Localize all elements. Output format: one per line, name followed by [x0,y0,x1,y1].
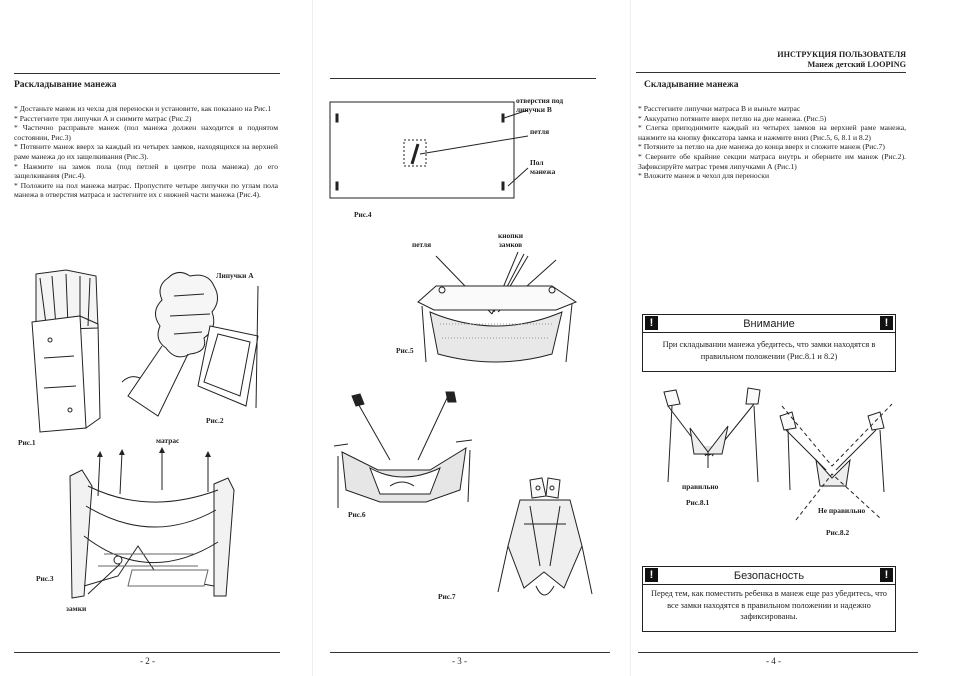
product-name: Манеж детский LOOPING [807,60,906,69]
page-3 [310,0,630,676]
top-rule [330,78,596,79]
fig5-loop-label: петля [412,240,432,249]
list-item: * Сверните обе крайние секции матраса внутрь и оберните им манеж (Рис.2). Зафиксируйте матрас тремя липучками А (Рис.1) [638,151,906,171]
figure-5-label: Рис.5 [396,346,414,355]
figure-4-label: Рис.4 [354,210,372,219]
figure-6-illustration [330,390,480,510]
section-heading: Складывание манежа [644,80,739,90]
list-item: * Вложите манеж в чехол для переноски [638,171,770,181]
holes-velcro-b-label: отверстия под липучки В [516,96,564,114]
safety-box [642,566,896,632]
page-number: - 2 - [140,656,155,666]
safety-title: Безопасность [733,569,805,582]
bottom-rule [330,652,610,653]
list-item: * Расстегните три липучки А и снимите матрас (Рис.2) [14,113,192,123]
correct-label: правильно [682,482,719,491]
loop-label: петля [530,127,550,136]
section-heading: Раскладывание манежа [14,80,117,90]
exclamation-icon: ! [645,568,658,582]
incorrect-label: Не правильно [818,506,866,515]
page-4 [630,0,960,676]
figure-8-2-label: Рис.8.2 [826,528,850,537]
figure-4-illustration [328,96,528,206]
list-item: * Аккуратно потяните вверх петлю на дне манежа. (Рис.5) [638,113,827,123]
list-item: * Расстегните липучки матраса В и выньте матрас [638,104,801,113]
figure-5-illustration [406,250,586,374]
figure-8-1-label: Рис.8.1 [686,498,710,507]
exclamation-icon: ! [645,316,658,330]
list-item: * Частично расправьте манеж (пол манежа должен находится в поднятом состоянии, Рис.3) [14,123,278,142]
top-rule [14,73,280,74]
instruction-list [14,104,278,200]
figure-2-label: Рис.2 [206,416,224,425]
exclamation-icon: ! [880,568,893,582]
mattress-label: матрас [156,436,180,445]
instruction-list [638,104,906,181]
list-item: * Потяните за петлю на дне манежа до конца вверх и сложите манеж (Рис.7) [638,142,885,152]
list-item: * Слегка приподнимите каждый из четырех замков на верхней раме манежа, нажмите на кнопку фиксатора замка и нажмите вниз (Рис.5, 6, 8.1 и 8.2) [638,123,906,142]
figure-6-label: Рис.6 [348,510,366,519]
page-number: - 4 - [766,656,781,666]
list-item: * Положите на пол манежа матрас. Пропустите четыре липучки по углам пола манежа в отверстия матраса и застегните их с нижней части манежа (Рис.4). [14,180,278,200]
exclamation-icon: ! [880,316,893,330]
figure-1-label: Рис.1 [18,438,36,447]
bottom-rule [638,652,918,653]
figure-3-illustration [58,446,258,616]
page-2 [0,0,310,676]
list-item: * Потяните манеж вверх за каждый из четырех замков, находящихся на верхней раме манежа до их защелкивания (Рис.3). [14,142,278,161]
figure-1-illustration [26,268,106,436]
figure-7-illustration [490,476,600,616]
safety-text: Перед тем, как поместить ребенка в манеж еще раз убедитесь, что все замки находятся в правильном положении и надежно зафиксированы. [651,589,887,621]
figure-3-label: Рис.3 [36,574,54,583]
figure-7-label: Рис.7 [438,592,456,601]
velcro-a-label: Липучки А [216,271,254,280]
floor-label: Пол манежа [530,158,556,176]
bottom-rule [14,652,280,653]
manual-title: ИНСТРУКЦИЯ ПОЛЬЗОВАТЕЛЯ [777,50,906,59]
page-number: - 3 - [452,656,467,666]
warning-title: Внимание [743,317,795,330]
figure-2-illustration [118,266,268,426]
list-item: * Достаньте манеж из чехла для переноски и установите, как показано на Рис.1 [14,104,272,113]
locks-label: замки [66,604,87,613]
top-rule [636,72,906,73]
warning-text: При складывании манежа убедитесь, что замки находятся в правильном положении (Рис.8.1 и 8.2) [662,340,876,361]
safety-header [643,567,895,585]
warning-box [642,314,896,372]
warning-header [643,315,895,333]
lock-buttons-label: кнопки замков [498,231,523,249]
list-item: * Нажмите на замок пола (под петлей в центре пола манежа) до его защелкивания (Рис.4). [14,161,278,181]
figure-8-1-illustration [650,384,780,484]
